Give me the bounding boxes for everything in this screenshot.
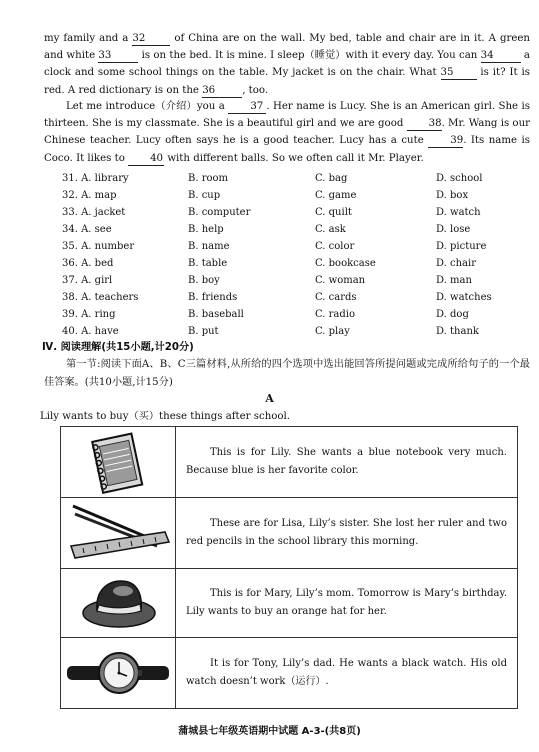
blank-36: 36 <box>202 85 242 98</box>
option-b[interactable]: B. help <box>188 224 224 235</box>
section-heading: Ⅳ. 阅读理解(共15小题,计20分) <box>42 342 194 353</box>
option-b[interactable]: B. cup <box>188 190 221 201</box>
option-a[interactable]: 35. A. number <box>62 241 135 252</box>
notebook-cell <box>61 427 176 498</box>
option-row-32 <box>62 187 532 204</box>
passage-letter: A <box>265 392 274 405</box>
passage-text: Let me introduce（介绍）you a <box>66 101 229 112</box>
passage-text: my family and a <box>44 33 133 44</box>
watch-icon <box>61 638 175 708</box>
passage-text: with different balls. So we often call it Mr. Player. <box>164 152 424 164</box>
option-row-40 <box>62 323 532 340</box>
table-row <box>61 569 518 638</box>
ruler-pencils-icon <box>61 498 175 568</box>
notebook-icon <box>61 427 175 497</box>
passage-intro: Lily wants to buy（买）these things after school. <box>40 411 291 422</box>
option-c[interactable]: C. bookcase <box>315 258 376 269</box>
passage-text: is it? It is red. A red dictionary is on the <box>44 67 530 96</box>
option-row-34 <box>62 221 532 238</box>
option-c[interactable]: C. woman <box>315 275 366 286</box>
item-description: This is for Mary, Lily’s mom. Tomorrow is Mary’s birthday. Lily wants to buy an orange hat for her. <box>176 569 518 638</box>
item-description: These are for Lisa, Lily’s sister. She lost her ruler and two red pencils in the school library this morning. <box>176 498 518 569</box>
option-d[interactable]: D. lose <box>436 224 471 235</box>
blank-35: 35 <box>441 67 477 80</box>
items-table <box>60 426 518 709</box>
option-b[interactable]: B. boy <box>188 275 220 286</box>
option-d[interactable]: D. watch <box>436 207 481 218</box>
blank-40: 40 <box>128 153 164 166</box>
option-row-38 <box>62 289 532 306</box>
passage-paragraph-1 <box>44 30 530 99</box>
section-instruction: 第一节:阅读下面A、B、C三篇材料,从所给的四个选项中选出能回答所提问题或完成所给句子的一个最佳答案。(共10小题,计15分) <box>44 359 530 388</box>
option-row-35 <box>62 238 532 255</box>
option-c[interactable]: C. quilt <box>315 207 352 218</box>
option-c[interactable]: C. game <box>315 190 357 201</box>
option-b[interactable]: B. baseball <box>188 309 244 320</box>
option-d[interactable]: D. dog <box>436 309 469 320</box>
option-row-36 <box>62 255 532 272</box>
table-row <box>61 498 518 569</box>
passage-text: a clock and some school things on the table. My jacket is on the chair. What <box>44 50 530 79</box>
option-c[interactable]: C. ask <box>315 224 346 235</box>
page-footer: 蒲城县七年级英语期中试题 A-3-(共8页) <box>178 726 361 737</box>
passage-paragraph-2 <box>44 98 530 167</box>
passage-text: of China are on the wall. My bed, table and chair are in it. A green and white <box>44 33 530 62</box>
blank-37: 37 <box>228 101 266 114</box>
option-row-33 <box>62 204 532 221</box>
option-row-37 <box>62 272 532 289</box>
option-a[interactable]: 31. A. library <box>62 173 129 184</box>
option-b[interactable]: B. friends <box>188 292 238 303</box>
ruler-pencils-cell <box>61 498 176 569</box>
option-b[interactable]: B. computer <box>188 207 251 218</box>
passage-text: . Her name is Lucy. She is an American girl. She is thirteen. She is my classmate. She is a beautiful girl and we are good <box>44 101 531 130</box>
option-a[interactable]: 38. A. teachers <box>62 292 139 303</box>
passage-text: . Mr. Wang is our Chinese teacher. Lucy often says he is a good teacher. Lucy has a cute <box>44 118 530 147</box>
option-a[interactable]: 32. A. map <box>62 190 117 201</box>
option-d[interactable]: D. picture <box>436 241 487 252</box>
option-c[interactable]: C. radio <box>315 309 356 320</box>
option-row-31 <box>62 170 532 187</box>
table-row <box>61 427 518 498</box>
passage-text: is on the bed. It is mine. I sleep（睡觉）with it every day. You can <box>138 50 481 62</box>
blank-39: 39 <box>428 135 463 148</box>
option-row-39 <box>62 306 532 323</box>
option-a[interactable]: 40. A. have <box>62 326 119 337</box>
option-d[interactable]: D. man <box>436 275 472 286</box>
option-d[interactable]: D. box <box>436 190 469 201</box>
option-b[interactable]: B. table <box>188 258 228 269</box>
blank-33: 33 <box>98 50 138 63</box>
item-description: This is for Lily. She wants a blue notebook very much. Because blue is her favorite color. <box>176 427 518 498</box>
option-c[interactable]: C. bag <box>315 173 348 184</box>
blank-34: 34 <box>481 50 521 63</box>
option-d[interactable]: D. school <box>436 173 483 184</box>
option-a[interactable]: 34. A. see <box>62 224 112 235</box>
option-c[interactable]: C. play <box>315 326 350 337</box>
blank-32: 32 <box>132 33 170 46</box>
passage-text: . Its name is Coco. It likes to <box>44 135 530 164</box>
option-b[interactable]: B. room <box>188 173 229 184</box>
option-d[interactable]: D. thank <box>436 326 479 337</box>
answer-options <box>62 170 532 340</box>
item-description: It is for Tony, Lily’s dad. He wants a black watch. His old watch doesn’t work（运行）. <box>176 638 518 709</box>
blank-38: 38 <box>407 118 442 131</box>
option-a[interactable]: 33. A. jacket <box>62 207 126 218</box>
hat-icon <box>61 569 175 637</box>
option-a[interactable]: 36. A. bed <box>62 258 114 269</box>
watch-cell <box>61 638 176 709</box>
option-c[interactable]: C. color <box>315 241 355 252</box>
option-a[interactable]: 37. A. girl <box>62 275 113 286</box>
option-d[interactable]: D. chair <box>436 258 476 269</box>
hat-cell <box>61 569 176 638</box>
option-c[interactable]: C. cards <box>315 292 357 303</box>
option-a[interactable]: 39. A. ring <box>62 309 116 320</box>
passage-text: , too. <box>242 84 269 96</box>
option-d[interactable]: D. watches <box>436 292 492 303</box>
option-b[interactable]: B. put <box>188 326 219 337</box>
table-row <box>61 638 518 709</box>
option-b[interactable]: B. name <box>188 241 230 252</box>
